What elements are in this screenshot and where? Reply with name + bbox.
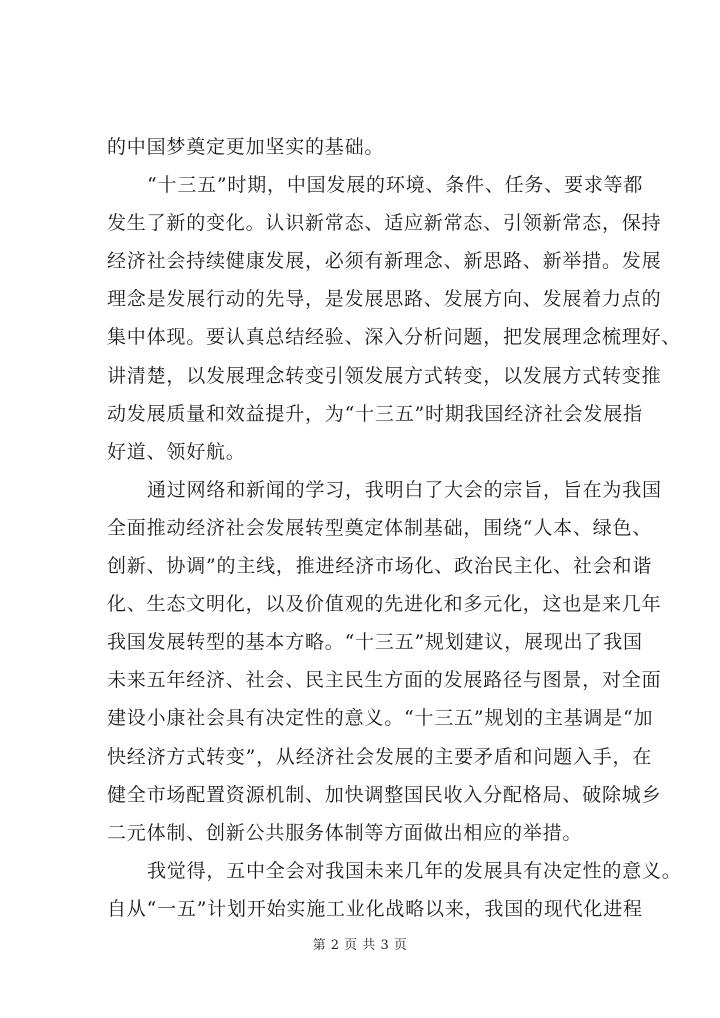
- text-line: 全面推动经济社会发展转型奠定体制基础，围绕“人本、绿色、: [107, 516, 653, 539]
- text-line: 集中体现。要认真总结经验、深入分析问题，把发展理念梳理好、: [107, 326, 682, 349]
- text-line: 讲清楚，以发展理念转变引领发展方式转变，以发展方式转变推: [107, 364, 662, 387]
- text-line: 发生了新的变化。认识新常态、适应新常态、引领新常态，保持: [107, 212, 662, 235]
- text-line: 我国发展转型的基本方略。“十三五”规划建议，展现出了我国: [107, 631, 643, 654]
- text-line: 理念是发展行动的先导，是发展思路、发展方向、发展着力点的: [107, 288, 662, 311]
- text-line: 化、生态文明化，以及价值观的先进化和多元化，这也是来几年: [107, 593, 662, 616]
- text-line: 快经济方式转变”，从经济社会发展的主要矛盾和问题入手，在: [107, 745, 653, 768]
- text-line: 二元体制、创新公共服务体制等方面做出相应的举措。: [107, 821, 583, 844]
- text-line: 经济社会持续健康发展，必须有新理念、新思路、新举措。发展: [107, 250, 662, 273]
- text-line: 动发展质量和效益提升，为“十三五”时期我国经济社会发展指: [107, 402, 643, 425]
- text-line: 健全市场配置资源机制、加快调整国民收入分配格局、破除城乡: [107, 783, 662, 806]
- text-line: 好道、领好航。: [107, 440, 246, 463]
- text-line: 的中国梦奠定更加坚实的基础。: [107, 136, 385, 158]
- text-line: 创新、协调”的主线，推进经济市场化、政治民主化、社会和谐: [107, 555, 653, 578]
- paragraph-start-line: 通过网络和新闻的学习，我明白了大会的宗旨，旨在为我国: [147, 478, 662, 501]
- text-line: 建设小康社会具有决定性的意义。“十三五”规划的主基调是“加: [107, 707, 654, 730]
- page-footer: 第 2 页 共 3 页: [312, 938, 408, 953]
- text-line: 自从“一五”计划开始实施工业化战略以来，我国的现代化进程: [107, 897, 643, 920]
- paragraph-start-line: “十三五”时期，中国发展的环境、条件、任务、要求等都: [147, 174, 644, 197]
- text-line: 未来五年经济、社会、民主民生方面的发展路径与图景，对全面: [107, 669, 662, 692]
- paragraph-start-line: 我觉得，五中全会对我国未来几年的发展具有决定性的意义。: [147, 859, 682, 882]
- document-body: [107, 128, 682, 928]
